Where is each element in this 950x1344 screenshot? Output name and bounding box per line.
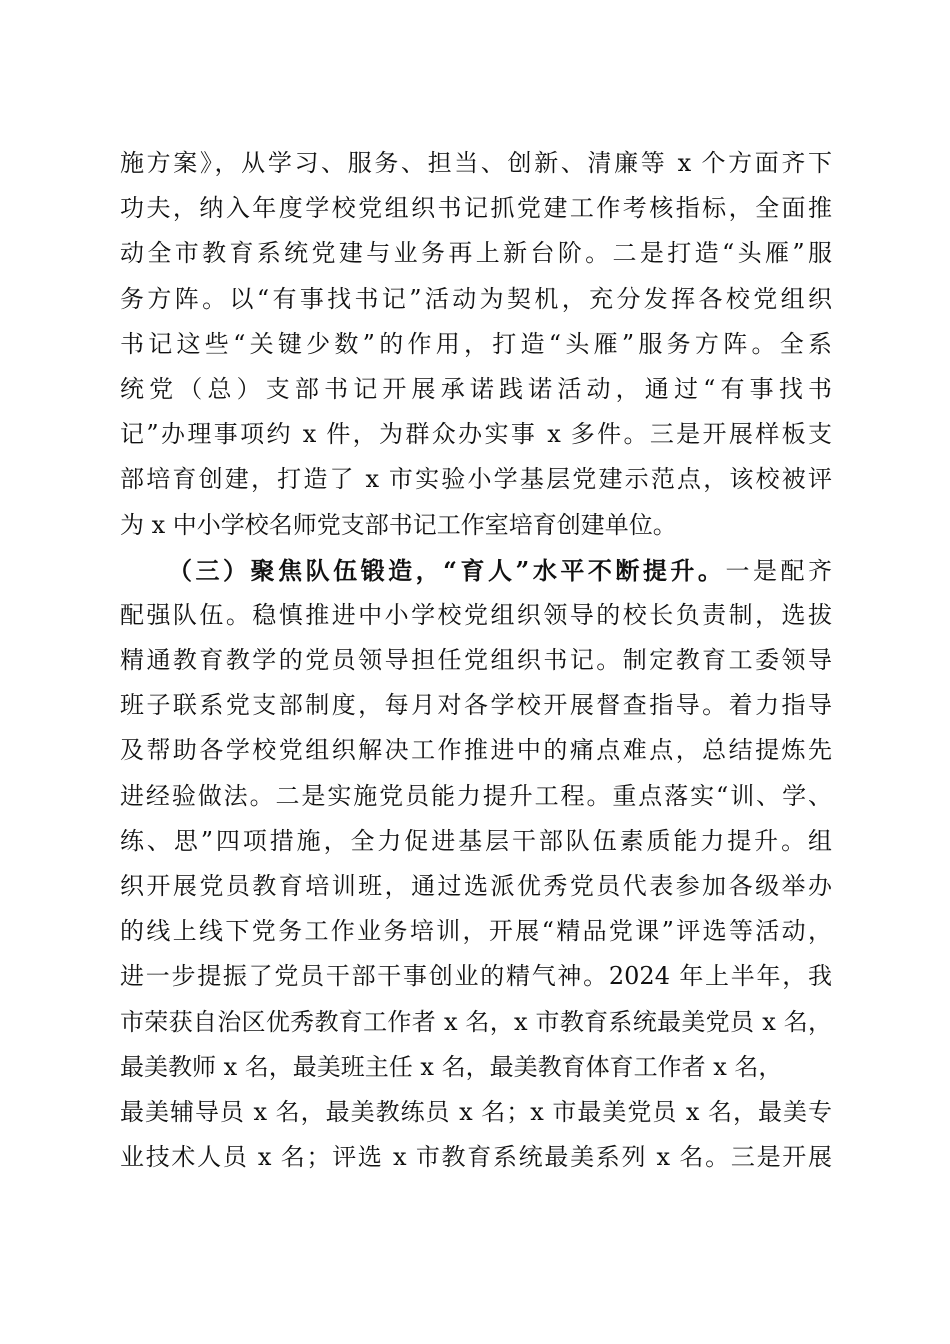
text-line: 为 x 中小学校名师党支部书记工作室培育创建单位。 bbox=[120, 510, 677, 539]
section-heading: （三）聚焦队伍锻造，“育人”水平不断提升。 bbox=[168, 555, 726, 585]
section-heading-line bbox=[120, 548, 832, 593]
text-line: 统党（总）支部书记开展承诺践诺活动，通过“有事找书 bbox=[120, 374, 832, 403]
text-line: 班子联系党支部制度，每月对各学校开展督查指导。着力指导 bbox=[120, 691, 832, 720]
text-line: 市荣获自治区优秀教育工作者 x 名，x 市教育系统最美党员 x 名， bbox=[120, 1007, 832, 1036]
text-line: 织开展党员教育培训班，通过选派优秀党员代表参加各级举办 bbox=[120, 872, 832, 900]
text-line: 的线上线下党务工作业务培训，开展“精品党课”评选等活动， bbox=[120, 917, 832, 946]
text-line: 精通教育教学的党员领导担任党组织书记。制定教育工委领导 bbox=[120, 646, 832, 675]
text-run: 一是配齐 bbox=[725, 556, 833, 585]
text-line: 及帮助各学校党组织解决工作推进中的痛点难点，总结提炼先 bbox=[120, 736, 832, 765]
text-line: 配强队伍。稳慎推进中小学校党组织领导的校长负责制，选拔 bbox=[120, 600, 832, 629]
text-line: 记”办理事项约 x 件，为群众办实事 x 多件。三是开展样板支 bbox=[120, 420, 832, 449]
text-line: 书记这些“关键少数”的作用，打造“头雁”服务方阵。全系 bbox=[120, 329, 832, 358]
text-line: 最美教师 x 名，最美班主任 x 名，最美教育体育工作者 x 名， bbox=[120, 1052, 783, 1081]
text-line: 业技术人员 x 名；评选 x 市教育系统最美系列 x 名。三是开展 bbox=[120, 1143, 832, 1172]
text-line: 进经验做法。二是实施党员能力提升工程。重点落实“训、学、 bbox=[120, 781, 832, 810]
text-line: 进一步提振了党员干部干事创业的精气神。2024 年上半年，我 bbox=[120, 962, 832, 991]
document-body bbox=[120, 141, 832, 1180]
text-line: 施方案》，从学习、服务、担当、创新、清廉等 x 个方面齐下 bbox=[120, 149, 832, 177]
text-line: 功夫，纳入年度学校党组织书记抓党建工作考核指标，全面推 bbox=[120, 194, 832, 223]
text-line: 最美辅导员 x 名，最美教练员 x 名；x 市最美党员 x 名，最美专 bbox=[120, 1097, 832, 1126]
text-line: 练、思”四项措施，全力促进基层干部队伍素质能力提升。组 bbox=[120, 826, 832, 855]
text-line: 务方阵。以“有事找书记”活动为契机，充分发挥各校党组织 bbox=[120, 284, 832, 313]
text-line: 动全市教育系统党建与业务再上新台阶。二是打造“头雁”服 bbox=[120, 239, 832, 268]
text-line: 部培育创建，打造了 x 市实验小学基层党建示范点，该校被评 bbox=[120, 465, 832, 494]
